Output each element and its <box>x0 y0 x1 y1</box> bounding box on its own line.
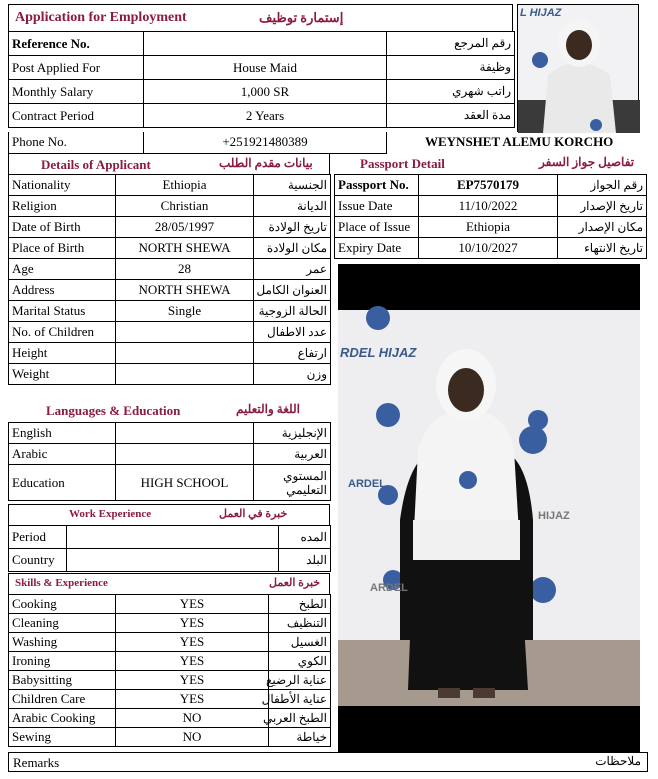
skill-row-value: YES <box>116 652 269 671</box>
applicant-row-label-ar: الديانة <box>254 196 331 217</box>
applicant-row <box>9 175 331 196</box>
language-row-value <box>116 444 254 465</box>
language-row-label-ar: الإنجليزية <box>254 423 331 444</box>
applicant-name: WEYNSHET ALEMU KORCHO <box>425 134 614 149</box>
applicant-row-label-ar: مكان الولادة <box>254 238 331 259</box>
applicant-row-value: 28 <box>116 259 254 280</box>
header-row <box>9 56 515 80</box>
skill-row-value: NO <box>116 709 269 728</box>
skill-row-label: Arabic Cooking <box>9 709 116 728</box>
applicant-row <box>9 301 331 322</box>
header-row <box>9 104 515 128</box>
applicant-row <box>9 217 331 238</box>
passport-row-value: 11/10/2022 <box>419 196 558 217</box>
applicant-row-label: Date of Birth <box>9 217 116 238</box>
passport-row-label: Issue Date <box>335 196 419 217</box>
skill-row <box>9 690 331 709</box>
work-row-label-ar: المده <box>279 526 331 549</box>
photo-watermark-a: RDEL HIJAZ <box>340 345 417 360</box>
skill-row-label-ar: الغسيل <box>269 633 331 652</box>
photo-small-watermark: L HIJAZ <box>520 7 562 19</box>
language-row-value: HIGH SCHOOL <box>116 465 254 501</box>
applicant-row-value: NORTH SHEWA <box>116 238 254 259</box>
skill-row-label-ar: عناية الأطفال <box>269 690 331 709</box>
applicant-row-value <box>116 322 254 343</box>
language-row-value <box>116 423 254 444</box>
applicant-row-label-ar: الحالة الزوجية <box>254 301 331 322</box>
passport-row <box>335 196 647 217</box>
passport-row-label-ar: رقم الجواز <box>558 175 647 196</box>
remarks-label-ar: ملاحظات <box>595 754 641 768</box>
remarks-row <box>8 752 648 772</box>
applicant-row-value <box>116 364 254 385</box>
applicant-row-label: Height <box>9 343 116 364</box>
language-row <box>9 444 331 465</box>
skill-row <box>9 709 331 728</box>
skill-row <box>9 633 331 652</box>
applicant-row-label-ar: ارتفاع <box>254 343 331 364</box>
work-row-label: Country <box>9 549 67 572</box>
applicant-row <box>9 322 331 343</box>
header-row-value: 2 Years <box>144 104 387 128</box>
header-row-label-ar: راتب شهري <box>387 80 515 104</box>
passport-row-value: 10/10/2027 <box>419 238 558 259</box>
language-row-label: Arabic <box>9 444 116 465</box>
skill-row-label: Babysitting <box>9 671 116 690</box>
applicant-row-label-ar: الجنسية <box>254 175 331 196</box>
passport-row-label-ar: تاريخ الانتهاء <box>558 238 647 259</box>
applicant-title-ar: بيانات مقدم الطلب <box>219 156 313 170</box>
phone-label: Phone No. <box>9 132 144 153</box>
applicant-section-header <box>8 153 330 174</box>
skill-row-label-ar: الكوي <box>269 652 331 671</box>
remarks-label: Remarks <box>13 755 60 770</box>
applicant-row-label-ar: تاريخ الولادة <box>254 217 331 238</box>
skill-row <box>9 614 331 633</box>
applicant-row-label: Address <box>9 280 116 301</box>
applicant-row-label: Religion <box>9 196 116 217</box>
applicant-row <box>9 343 331 364</box>
applicant-row-label: Age <box>9 259 116 280</box>
work-row-value <box>67 526 279 549</box>
header-row-label: Contract Period <box>9 104 144 128</box>
header-table <box>8 31 515 128</box>
application-title-en: Application for Employment <box>15 10 187 25</box>
applicant-row-label: No. of Children <box>9 322 116 343</box>
applicant-row-label: Place of Birth <box>9 238 116 259</box>
language-row-label-ar: العربية <box>254 444 331 465</box>
applicant-portrait-large <box>338 310 640 706</box>
applicant-row <box>9 364 331 385</box>
passport-table <box>334 174 647 259</box>
language-row-label: Education <box>9 465 116 501</box>
photo-watermark-d: ARDEL <box>370 582 408 594</box>
skill-row-label: Cooking <box>9 595 116 614</box>
skill-row <box>9 595 331 614</box>
passport-row <box>335 217 647 238</box>
applicant-photo-small <box>517 4 639 132</box>
header-row-label-ar: وظيفة <box>387 56 515 80</box>
header-row <box>9 32 515 56</box>
languages-table <box>8 422 331 501</box>
skill-row-label-ar: خياطة <box>269 728 331 747</box>
applicant-row <box>9 238 331 259</box>
skill-row-label: Children Care <box>9 690 116 709</box>
applicant-portrait-small <box>518 5 640 133</box>
skills-title-en: Skills & Experience <box>15 577 108 589</box>
applicant-row-value: 28/05/1997 <box>116 217 254 238</box>
skill-row-label-ar: الطبخ <box>269 595 331 614</box>
application-title-ar: إستمارة توظيف <box>259 10 344 25</box>
language-row-label: English <box>9 423 116 444</box>
work-row <box>9 526 331 549</box>
work-title-en: Work Experience <box>69 508 152 520</box>
skill-row-label: Washing <box>9 633 116 652</box>
skill-row-label-ar: الطبخ العربي <box>269 709 331 728</box>
skill-row-value: YES <box>116 595 269 614</box>
header-row-label-ar: رقم المرجع <box>387 32 515 56</box>
photo-watermark-b: ARDEL <box>348 478 386 490</box>
applicant-row-label: Nationality <box>9 175 116 196</box>
language-row <box>9 423 331 444</box>
passport-section-header <box>334 153 646 174</box>
work-row-value <box>67 549 279 572</box>
applicant-row-label-ar: وزن <box>254 364 331 385</box>
header-row-label-ar: مدة العقد <box>387 104 515 128</box>
passport-title-ar: تفاصيل جواز السفر <box>539 155 635 169</box>
applicant-row-value: Ethiopia <box>116 175 254 196</box>
applicant-row-label-ar: عمر <box>254 259 331 280</box>
skill-row <box>9 671 331 690</box>
skill-row <box>9 728 331 747</box>
applicant-row-value: Single <box>116 301 254 322</box>
skill-row-label: Sewing <box>9 728 116 747</box>
header-row <box>9 80 515 104</box>
header-row-value: 1,000 SR <box>144 80 387 104</box>
work-row-label: Period <box>9 526 67 549</box>
work-section-header <box>8 504 330 525</box>
skill-row-label-ar: التنظيف <box>269 614 331 633</box>
header-row-label: Post Applied For <box>9 56 144 80</box>
photo-watermark-c: HIJAZ <box>538 510 570 522</box>
applicant-row-label-ar: العنوان الكامل <box>254 280 331 301</box>
application-title-bar <box>8 4 513 31</box>
applicant-row-label-ar: عدد الاطفال <box>254 322 331 343</box>
skill-row <box>9 652 331 671</box>
skill-row-label: Ironing <box>9 652 116 671</box>
passport-row-label: Expiry Date <box>335 238 419 259</box>
passport-title-en: Passport Detail <box>360 156 445 171</box>
applicant-row-value: NORTH SHEWA <box>116 280 254 301</box>
passport-row-label: Passport No. <box>335 175 419 196</box>
passport-row-value: Ethiopia <box>419 217 558 238</box>
work-title-ar: خبرة في العمل <box>219 508 288 520</box>
skills-title-ar: خبرة العمل <box>269 577 321 589</box>
passport-row-label-ar: مكان الإصدار <box>558 217 647 238</box>
phone-value: +251921480389 <box>144 132 387 153</box>
passport-row-value: EP7570179 <box>419 175 558 196</box>
skills-section-header <box>8 573 330 594</box>
applicant-row-value: Christian <box>116 196 254 217</box>
skill-row-value: YES <box>116 633 269 652</box>
language-row <box>9 465 331 501</box>
header-row-label: Reference No. <box>9 32 144 56</box>
applicant-table <box>8 174 331 385</box>
skill-row-value: YES <box>116 690 269 709</box>
languages-section-header <box>8 400 330 422</box>
applicant-photo-large <box>338 264 640 752</box>
applicant-row-value <box>116 343 254 364</box>
applicant-row <box>9 196 331 217</box>
skill-row-value: YES <box>116 614 269 633</box>
language-row-label-ar: المستوي التعليمي <box>254 465 331 501</box>
work-row <box>9 549 331 572</box>
skill-row-label: Cleaning <box>9 614 116 633</box>
passport-row <box>335 175 647 196</box>
skills-table <box>8 594 331 747</box>
work-table <box>8 525 331 572</box>
applicant-row <box>9 259 331 280</box>
passport-row-label: Place of Issue <box>335 217 419 238</box>
skill-row-value: NO <box>116 728 269 747</box>
header-row-value: House Maid <box>144 56 387 80</box>
skill-row-label-ar: عناية الرضيع <box>269 671 331 690</box>
work-row-label-ar: البلد <box>279 549 331 572</box>
applicant-title-en: Details of Applicant <box>41 157 151 172</box>
applicant-row-label: Weight <box>9 364 116 385</box>
header-row-label: Monthly Salary <box>9 80 144 104</box>
applicant-row-label: Marital Status <box>9 301 116 322</box>
languages-title-ar: اللغة والتعليم <box>236 402 300 416</box>
skill-row-value: YES <box>116 671 269 690</box>
header-row-value <box>144 32 387 56</box>
applicant-row <box>9 280 331 301</box>
languages-title-en: Languages & Education <box>46 403 181 418</box>
passport-row-label-ar: تاريخ الإصدار <box>558 196 647 217</box>
passport-row <box>335 238 647 259</box>
